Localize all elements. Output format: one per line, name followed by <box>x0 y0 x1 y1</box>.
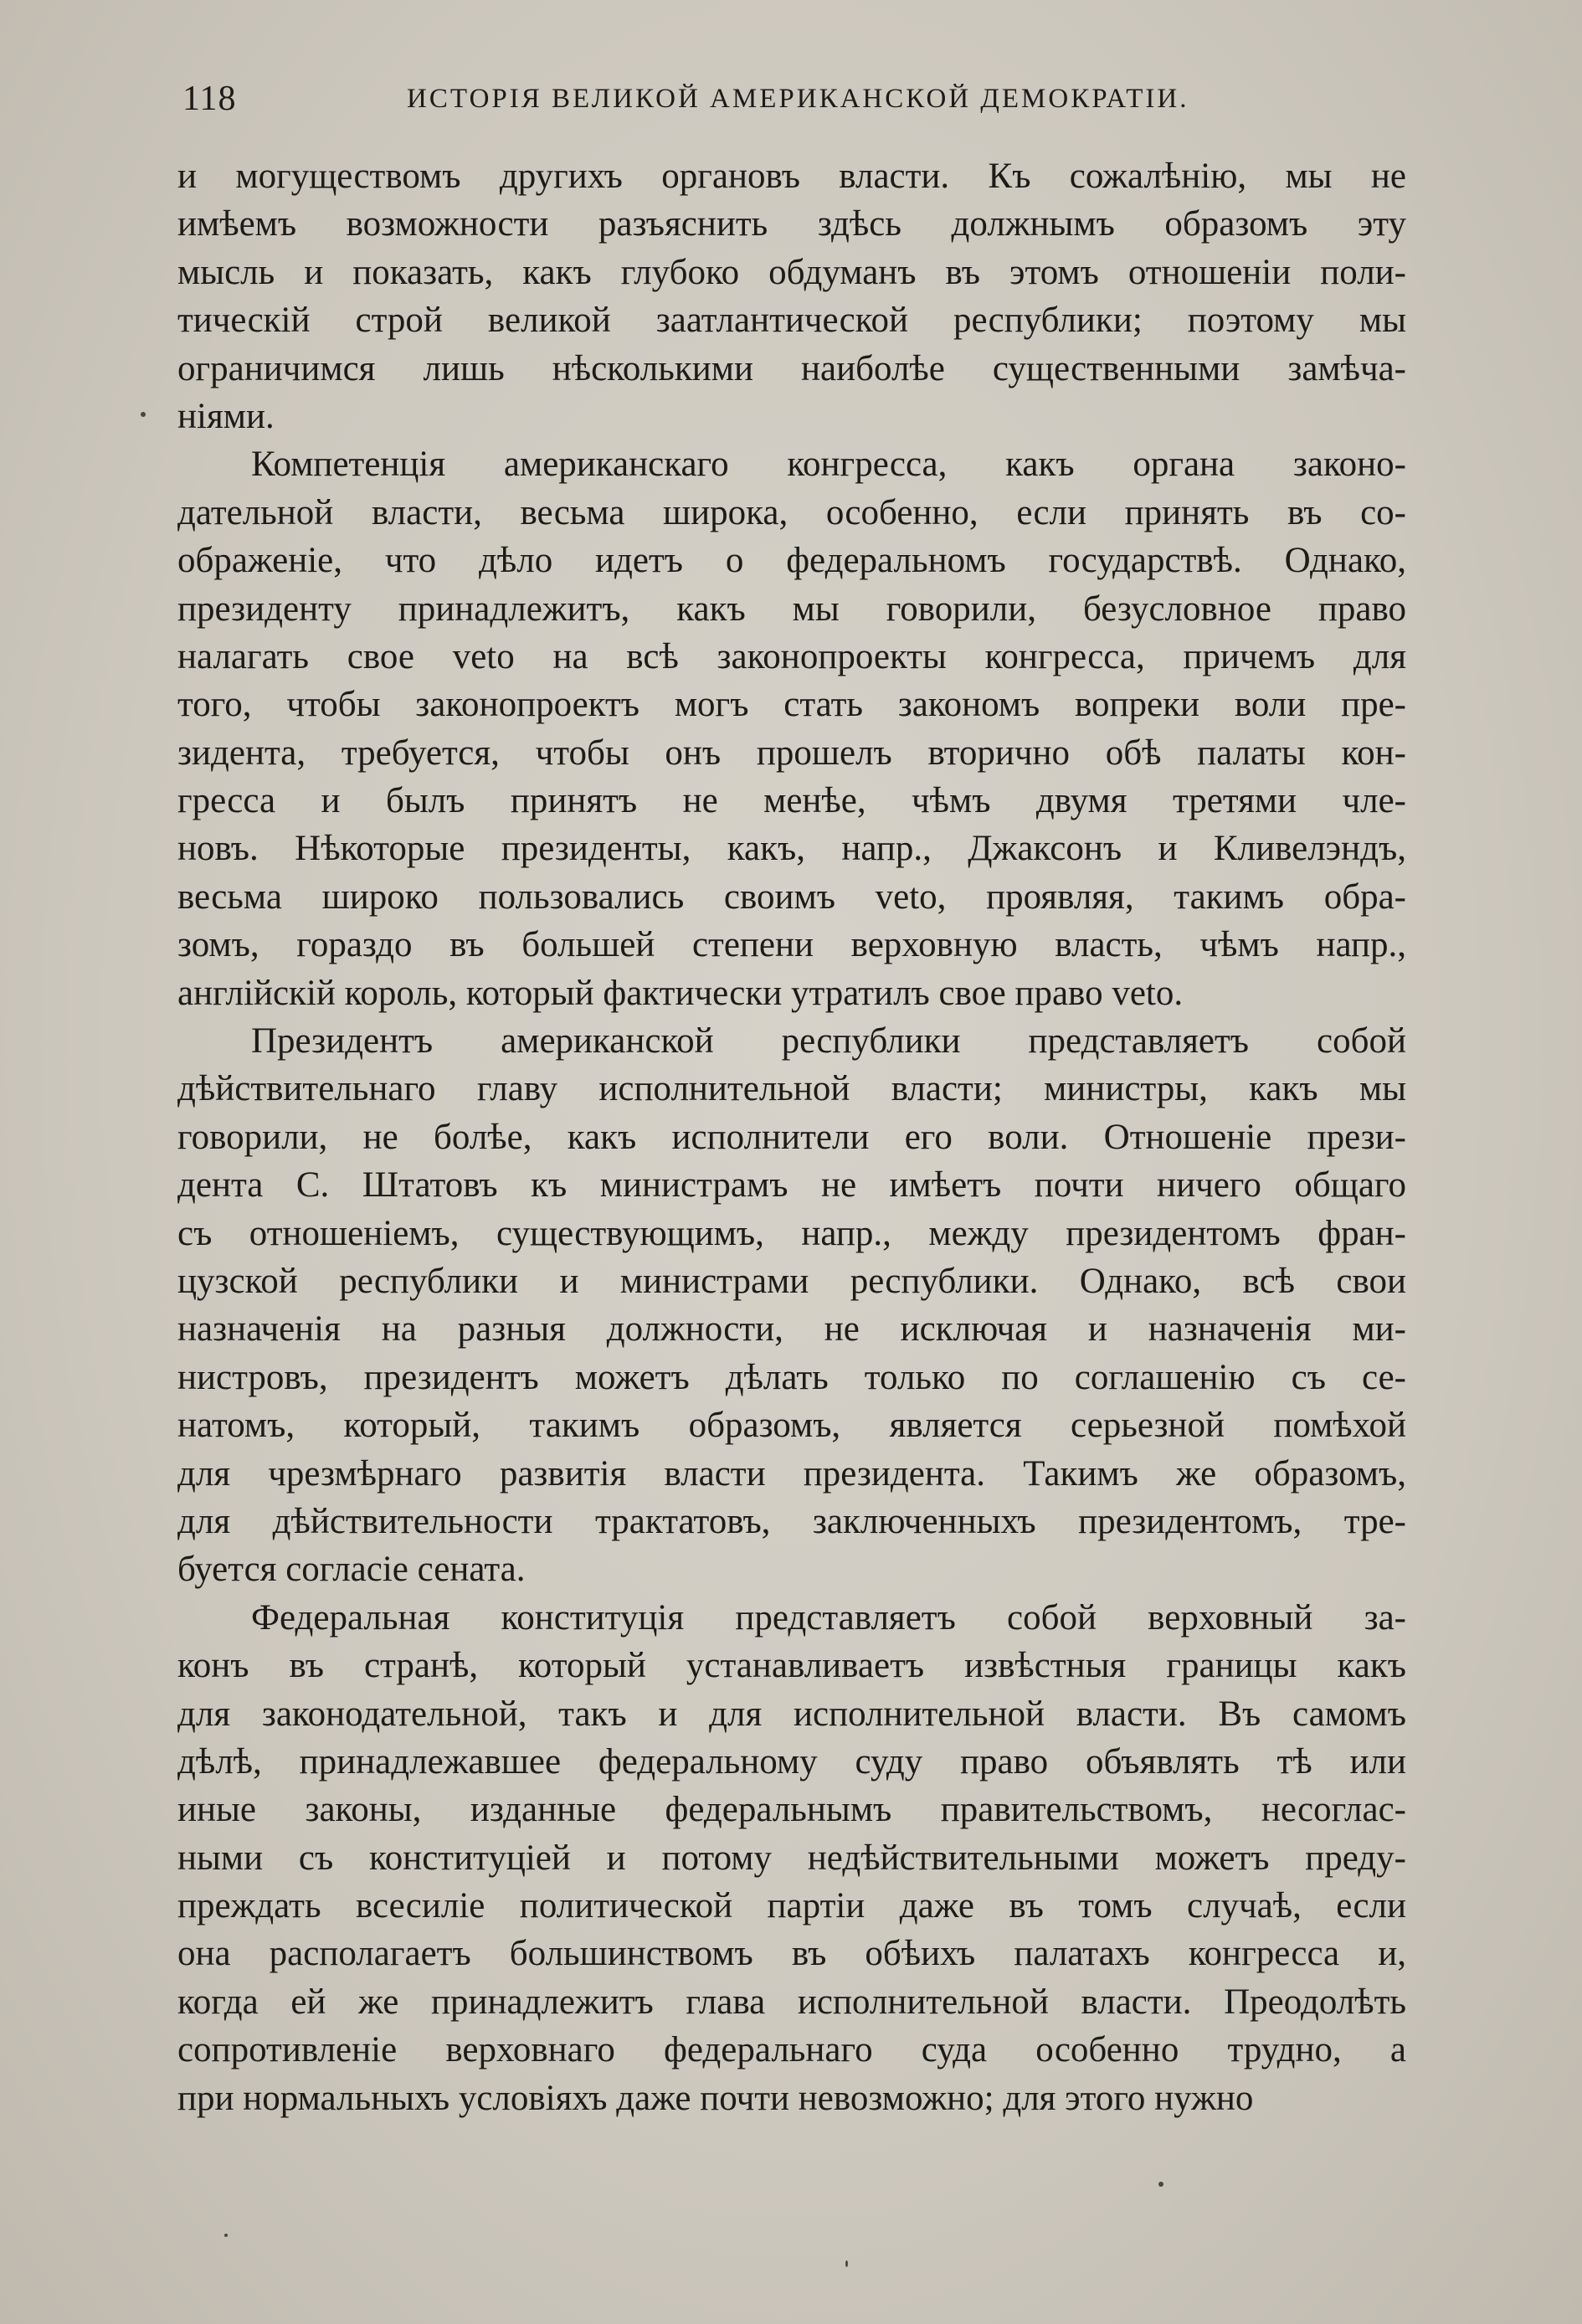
text-line: при нормальныхъ условіяхъ даже почти невозможно; для этого нужно <box>177 2078 1254 2118</box>
text-line: когда ей же принадлежитъ глава исполнительной власти. Преодолѣть <box>177 1982 1406 2022</box>
text-line: для чрезмѣрнаго развитія власти президента. Такимъ же образомъ, <box>177 1453 1406 1494</box>
text-line: нистровъ, президентъ можетъ дѣлать только по соглашенію съ се- <box>177 1357 1406 1397</box>
text-line: буется согласіе сената. <box>177 1550 526 1590</box>
text-line: президенту принадлежитъ, какъ мы говорили, безусловное право <box>177 589 1406 629</box>
text-line: назначенія на разныя должности, не исключая и назначенія ми- <box>177 1309 1406 1350</box>
text-line: зидента, требуется, чтобы онъ прошелъ вторично обѣ палаты кон- <box>177 733 1406 773</box>
text-line: натомъ, который, такимъ образомъ, является серьезной помѣхой <box>177 1406 1406 1446</box>
text-line: ображеніе, что дѣло идетъ о федеральномъ государствѣ. Однако, <box>177 541 1406 581</box>
text-line: для законодательной, такъ и для исполнительной власти. Въ самомъ <box>177 1694 1406 1734</box>
text-line: налагать свое veto на всѣ законопроекты конгресса, причемъ для <box>177 636 1406 676</box>
text-line: Федеральная конституція представляетъ собой верховный за- <box>251 1597 1406 1638</box>
text-line: конъ въ странѣ, который устанавливаетъ извѣстныя границы какъ <box>177 1646 1406 1686</box>
text-line: дѣлѣ, принадлежавшее федеральному суду право объявлять тѣ или <box>177 1741 1406 1782</box>
body-text <box>177 152 1406 2122</box>
text-line: сопротивленіе верховнаго федеральнаго суда особенно трудно, а <box>177 2030 1406 2070</box>
text-line: она располагаетъ большинствомъ въ обѣихъ палатахъ конгресса и, <box>177 1934 1406 1974</box>
text-line: тическій строй великой заатлантической республики; поэтому мы <box>177 301 1406 341</box>
paper-speck <box>224 2234 228 2237</box>
text-line: новъ. Нѣкоторые президенты, какъ, напр., Джаксонъ и Кливелэндъ, <box>177 829 1406 869</box>
text-line: дѣйствительнаго главу исполнительной власти; министры, какъ мы <box>177 1069 1406 1109</box>
text-line: иные законы, изданные федеральнымъ правительствомъ, несоглас- <box>177 1790 1406 1830</box>
paragraph <box>177 1017 1406 1594</box>
text-line: имѣемъ возможности разъяснить здѣсь должнымъ образомъ эту <box>177 204 1406 244</box>
text-line: говорили, не болѣе, какъ исполнители его воли. Отношеніе прези- <box>177 1117 1406 1157</box>
running-title: ИСТОРІЯ ВЕЛИКОЙ АМЕРИКАНСКОЙ ДЕМОКРАТІИ. <box>407 84 1189 114</box>
paragraph <box>177 152 1406 440</box>
text-line: съ отношеніемъ, существующимъ, напр., между президентомъ фран- <box>177 1213 1406 1253</box>
text-line: дента С. Штатовъ къ министрамъ не имѣетъ почти ничего общаго <box>177 1165 1406 1206</box>
text-line: Компетенція американскаго конгресса, какъ органа законо- <box>251 445 1406 485</box>
paper-speck <box>845 2260 848 2267</box>
text-line: весьма широко пользовались своимъ veto, проявляя, такимъ обра- <box>177 877 1406 917</box>
text-line: ограничимся лишь нѣсколькими наиболѣе существенными замѣча- <box>177 348 1406 388</box>
paragraph <box>177 1594 1406 2122</box>
text-line: гресса и былъ принятъ не менѣе, чѣмъ двумя третями чле- <box>177 781 1406 821</box>
text-line: мысль и показать, какъ глубоко обдуманъ въ этомъ отношеніи поли- <box>177 252 1406 292</box>
page-header <box>182 79 1388 129</box>
paper-speck <box>1158 2182 1163 2187</box>
text-line: зомъ, гораздо въ большей степени верховную власть, чѣмъ напр., <box>177 925 1406 965</box>
paragraph <box>177 440 1406 1017</box>
text-line: англійскій король, который фактически утратилъ свое право veto. <box>177 973 1184 1013</box>
text-line: цузской республики и министрами республики. Однако, всѣ свои <box>177 1261 1406 1301</box>
text-line: ніями. <box>177 396 275 436</box>
page-number: 118 <box>182 80 237 118</box>
text-line: для дѣйствительности трактатовъ, заключенныхъ президентомъ, тре- <box>177 1501 1406 1541</box>
text-line: дательной власти, весьма широка, особенно, если принять въ со- <box>177 492 1406 532</box>
paper-speck <box>141 412 146 417</box>
text-line: преждать всесиліе политической партіи даже въ томъ случаѣ, если <box>177 1886 1406 1926</box>
text-line: и могуществомъ другихъ органовъ власти. Къ сожалѣнію, мы не <box>177 157 1406 196</box>
text-line: ными съ конституціей и потому недѣйствительными можетъ преду- <box>177 1838 1406 1878</box>
text-line: Президентъ американской республики представляетъ собой <box>251 1021 1406 1062</box>
text-line: того, чтобы законопроектъ могъ стать закономъ вопреки воли пре- <box>177 685 1406 725</box>
